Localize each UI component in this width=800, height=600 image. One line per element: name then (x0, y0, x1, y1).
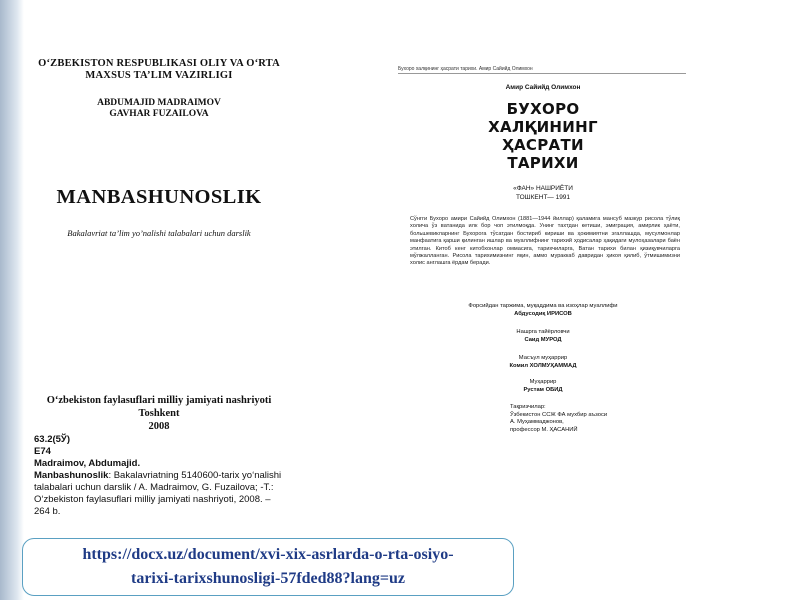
right-publisher: «ФАН» НАШРИЁТИ (513, 185, 573, 192)
muharrir-credit (398, 378, 688, 394)
author-2: GAVHAR FUZAILOVA (109, 109, 209, 119)
catalog-code: E74 (34, 446, 51, 457)
catalog-udc: 63.2(5Ў) (34, 434, 71, 445)
publication-year: 2008 (148, 421, 170, 432)
right-title-line-4: ТАРИХИ (507, 154, 579, 172)
right-book-title-page (398, 66, 688, 446)
preparer-credit (398, 328, 688, 344)
translator-label: Форсийдан таржима, муқаддима ва изоҳлар муаллифи (468, 303, 618, 309)
reviewer-line-2: А. Муҳаммаджонов, (510, 419, 564, 426)
editor-name: Комил ХОЛМУҲАММАД (509, 363, 577, 369)
right-title-line-1: БУХОРО (506, 100, 580, 118)
catalog-description (34, 470, 284, 518)
reviewers-label: Тақризчилар: (510, 404, 546, 410)
source-url-link[interactable] (23, 543, 513, 591)
right-author: Амир Сайийд Олимхон (505, 84, 581, 91)
translator-credit (398, 302, 688, 318)
publisher-name: O‘zbekiston faylasuflari milliy jamiyati nashriyoti (46, 395, 272, 406)
translator-name: Абдусодиқ ИРИСОВ (514, 311, 572, 317)
catalog-author: Madraimov, Abdumajid. (34, 458, 141, 469)
muharrir-label: Муҳаррир (529, 379, 557, 385)
decorative-side-strip (0, 0, 24, 600)
ministry-heading (28, 58, 290, 82)
right-title-line-3: ҲАСРАТИ (502, 136, 584, 154)
editor-credit (398, 354, 688, 370)
source-url-line-1: https://docx.uz/document/xvi-xix-asrlarda-o-rta-osiyo- (82, 546, 454, 563)
ministry-line-1: O‘ZBEKISTON RESPUBLIKASI OLIY VA O‘RTA (38, 58, 280, 69)
ministry-line-2: MAXSUS TA’LIM VAZIRLIGI (85, 70, 233, 81)
author-1: ABDUMAJID MADRAIMOV (97, 98, 221, 108)
source-url-box (22, 538, 514, 596)
catalog-title: Manbashunoslik (34, 470, 109, 481)
muharrir-name: Рустам ОБИД (523, 387, 563, 393)
book-title: MANBASHUNOSLIK (56, 186, 262, 208)
authors-block (28, 98, 290, 120)
editor-label: Масъул муҳаррир (518, 355, 568, 361)
preparer-label: Нашрга тайёрловчи (516, 329, 570, 335)
right-city-year: ТОШКЕНТ— 1991 (515, 194, 571, 201)
book-abstract: Сўнгги Бухоро амири Сайийд Олимхон (1881—1944 йиллар) қаламига мансуб мазкур рисола тўлиқ холича ўз ватанида илк бор чоп этилмоқда. Унинг тахтдан кетиши, эмиграция, амирлик ҳаёти, большевикларнинг Бухорога тўсатдан бостириб кириши ва ҳокимиятни эгаллашда, мусулмонлар манфаатига қарши қилинган ишлар ва муаллифнинг тарихий ҳодисалар ҳақидаги мулоҳазалари баён этилган. Китоб кенг китобхонлар оммасига, тарихчиларга, Ватан тарихи билан қизиқувчиларга мўлжалланган. Рисола тарихимизнинг яқин, аммо мураккаб давридан ҳикоя қилиб, ўтмишимизни холис англашга ёрдам беради. (410, 216, 680, 267)
right-book-title (398, 100, 688, 172)
right-publisher-block (398, 184, 688, 202)
publisher-city: Toshkent (138, 408, 180, 419)
reviewers-block (510, 404, 680, 434)
source-url-line-2: tarixi-tarixshunosligi-57fded88?lang=uz (130, 570, 406, 587)
preparer-name: Саид МУРОД (524, 337, 562, 343)
publisher-block (28, 394, 290, 433)
catalog-description-text: : Bakalavriatning 5140600-tarix yo‘nalishi talabalari uchun darslik / A. Madraimov, G. Fuzailova; -T.: O‘zbekiston faylasuflari milliy jamiyati nashriyoti, 2008. – 264 b. (34, 470, 282, 517)
right-title-line-2: ХАЛҚИНИНГ (488, 118, 598, 136)
reviewer-line-1: Ўзбекистон ССЖ ФА мухбир аъзоси (510, 411, 608, 418)
reviewer-line-3: профессор М. ҲАСАНИЙ (510, 426, 578, 433)
running-header: Бухоро халқининг ҳасрати тарихи. Амир Сайийд Олимхон (398, 66, 686, 74)
catalog-record (34, 434, 284, 518)
book-subtitle: Bakalavriat ta’lim yo’nalishi talabalari uchun darslik (67, 228, 251, 238)
